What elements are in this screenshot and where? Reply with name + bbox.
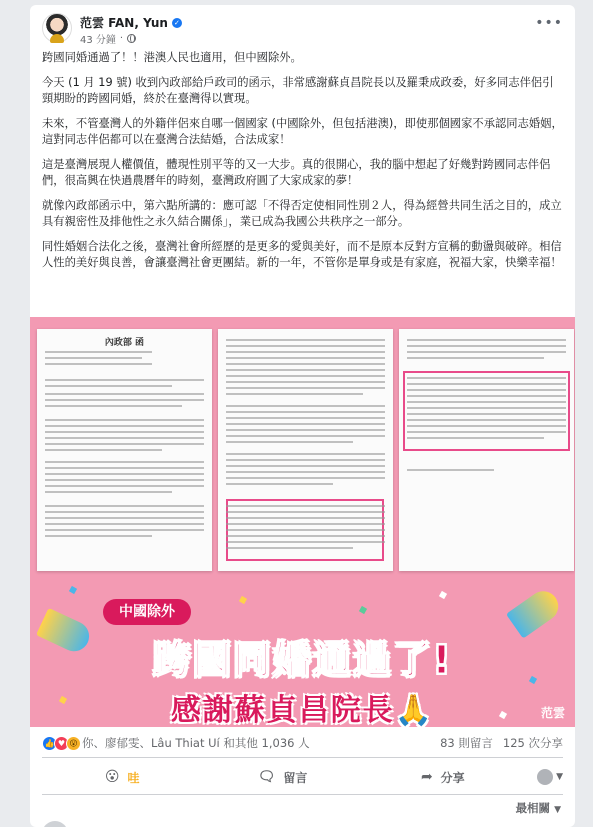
share-button[interactable] [363, 769, 523, 786]
author-name-text[interactable]: 范雲 FAN, Yun [80, 16, 168, 30]
doc-header: 內政部 函 [104, 338, 145, 348]
post-paragraph: 同性婚姻合法化之後，臺灣社會所經歷的是更多的愛與美好，而不是原本反對方宣稱的動盪與破碎。相信人性的美好與良善，會讓臺灣社會更團結。新的一年，不管你是單身或是有家庭，祝福大家，快樂幸福！ [42, 239, 562, 269]
comment-count[interactable]: 83 則留言 [440, 736, 493, 750]
post-body [30, 47, 575, 272]
chevron-down-icon: ▼ [554, 805, 561, 815]
post-card [30, 5, 575, 827]
comment-button-label: 留言 [283, 770, 308, 785]
confetti-icon [439, 591, 447, 599]
like-reaction-icon: 👍 [42, 736, 57, 751]
document-page-3 [399, 329, 574, 571]
comment-sort-dropdown[interactable] [516, 800, 561, 816]
confetti-icon [69, 586, 77, 594]
confetti-icon [239, 596, 247, 604]
author-name[interactable] [80, 14, 182, 31]
post-paragraph: 今天 (1 月 19 號) 收到內政部給戶政司的函示，非常感謝蘇貞昌院長以及羅秉成政委，好多同志伴侶引頸期盼的跨國同婚，終於在臺灣得以實現。 [42, 75, 554, 105]
share-icon: ➦ [420, 769, 433, 785]
author-avatar[interactable] [42, 13, 72, 43]
share-button-label: 分享 [440, 770, 465, 785]
stats-right [440, 735, 563, 751]
confetti-icon [359, 606, 367, 614]
action-bar [42, 762, 563, 792]
audience-selector[interactable] [523, 769, 563, 785]
china-excluded-badge: 中國除外 [103, 599, 191, 625]
post-meta [80, 31, 136, 46]
post-time[interactable]: 43 分鐘 [80, 35, 116, 46]
react-button[interactable] [42, 769, 202, 786]
sort-label: 最相關 [515, 801, 551, 815]
reaction-icons[interactable] [42, 736, 78, 751]
love-reaction-icon: ♥ [54, 736, 69, 751]
post-paragraph: 未來，不管臺灣人的外籍伴侶來自哪一個國家 (中國除外，但包括港澳)，即使那個國家不承認同志婚姻，這對同志伴侶都可以在臺灣合法結婚，合法成家！ [42, 116, 563, 146]
post-paragraph: 這是臺灣展現人權價值，體現性別平等的又一大步。真的很開心，我的腦中想起了好幾對跨國同志伴侶們，很高興在快過農曆年的時刻，臺灣政府圓了大家成家的夢！ [42, 157, 551, 187]
user-avatar [537, 769, 553, 785]
document-page-1 [37, 329, 212, 571]
commenter-avatar [42, 821, 68, 827]
subline-label: 感謝蘇貞昌院長 [170, 693, 395, 727]
post-image[interactable] [30, 317, 575, 727]
post-paragraph: 就像內政部函示中，第六點所講的：應可認「不得否定使相同性別２人，得為經營共同生活之目的，成立具有親密性及排他性之永久結合關係」，業已成為我國公共秩序之一部分。 [42, 198, 562, 228]
brand-logo: 范雲 [540, 706, 565, 720]
dot-separator: · [119, 33, 124, 44]
document-page-2 [218, 329, 393, 571]
engagement-stats [42, 732, 563, 754]
wow-reaction-icon: 😮 [66, 736, 81, 751]
divider [42, 757, 563, 758]
globe-icon [127, 34, 136, 43]
pray-emoji: 🙏 [394, 693, 435, 727]
chevron-down-icon: ▼ [556, 772, 563, 782]
verified-icon: ✓ [172, 18, 182, 28]
reactions-summary[interactable]: 你、廖郁雯、Lâu Thiat Uí 和其他 1,036 人 [82, 736, 310, 750]
comment-button[interactable] [202, 769, 362, 786]
divider [42, 794, 563, 795]
post-header [30, 5, 575, 47]
wow-icon: 😮 [104, 769, 120, 785]
comment-icon: 🗨 [257, 769, 276, 785]
react-button-label: 哇 [127, 770, 140, 785]
post-paragraph: 跨國同婚通過了！！港澳人民也適用，但中國除外。 [42, 51, 302, 64]
more-options-icon[interactable]: ••• [535, 15, 563, 31]
share-count[interactable]: 125 次分享 [502, 736, 563, 750]
headline-text: 跨國同婚通過了! [152, 638, 453, 682]
subline-text [30, 685, 575, 727]
